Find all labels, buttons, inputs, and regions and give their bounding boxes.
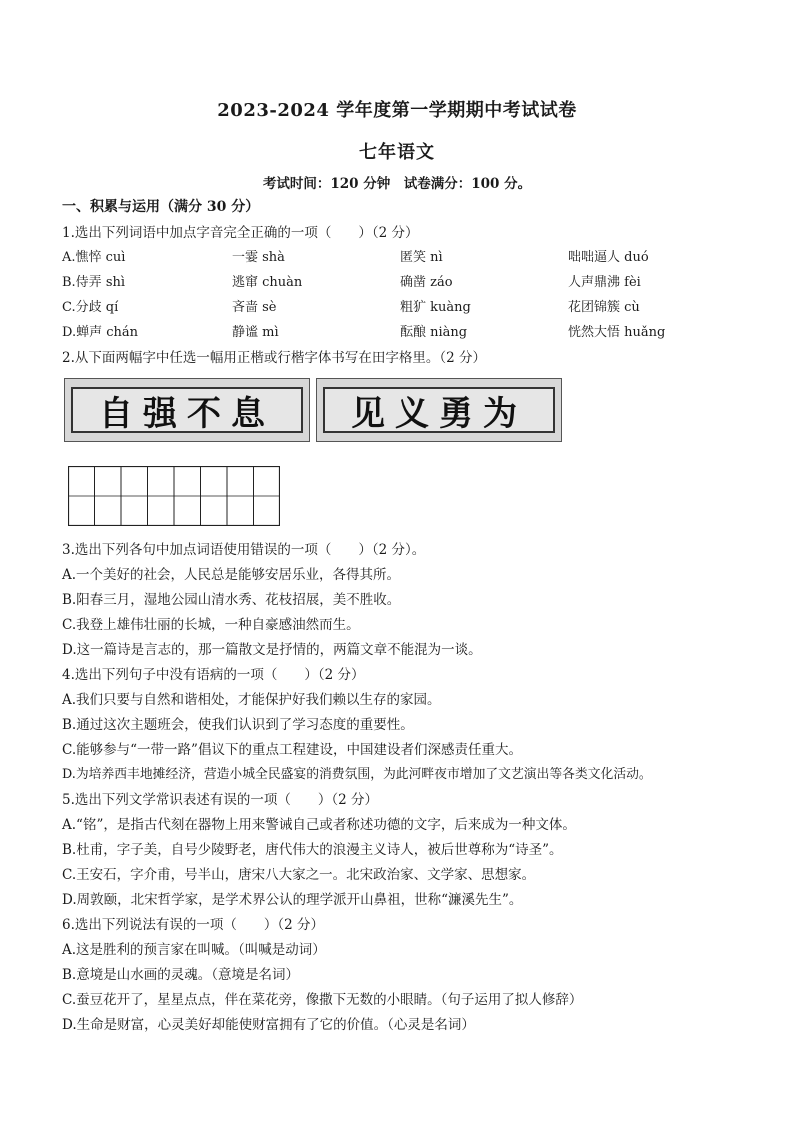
question-1-stem: 1.选出下列词语中加点字音完全正确的一项（ ）（2 分） bbox=[62, 225, 419, 241]
question-3-stem: 3.选出下列各句中加点词语使用错误的一项（ ）（2 分）。 bbox=[62, 542, 426, 558]
calligraphy-image-1 bbox=[64, 378, 310, 442]
q5-option-a: A.“铭”，是指古代刻在器物上用来警诫自己或者称述功德的文字，后来成为一种文体。 bbox=[62, 817, 576, 833]
q5-option-b: B.杜甫，字子美，自号少陵野老，唐代伟大的浪漫主义诗人，被后世尊称为“诗圣”。 bbox=[62, 842, 563, 858]
q3-option-d: D.这一篇诗是言志的，那一篇散文是抒情的，两篇文章不能混为一谈。 bbox=[62, 642, 482, 658]
q5-option-c: C.王安石，字介甫，号半山，唐宋八大家之一。北宋政治家、文学家、思想家。 bbox=[62, 867, 536, 883]
q1-option-a-2: 一霎 shà bbox=[232, 250, 285, 265]
q1-option-d-1: D.蝉声 chán bbox=[62, 325, 139, 340]
q1-option-d-3: 酝酿 niàng bbox=[400, 325, 468, 340]
q1-option-c-2: 吝啬 sè bbox=[232, 300, 277, 315]
exam-title: 2023-2024 学年度第一学期期中考试试卷 bbox=[217, 100, 577, 121]
q4-option-b: B.通过这次主题班会，使我们认识到了学习态度的重要性。 bbox=[62, 717, 414, 733]
q3-option-c: C.我登上雄伟壮丽的长城，一种自豪感油然而生。 bbox=[62, 617, 360, 633]
q1-option-d-4: 恍然大悟 huǎng bbox=[568, 325, 666, 340]
q1-option-c-4: 花团锦簇 cù bbox=[568, 300, 640, 315]
q1-option-b-2: 逃窜 chuàn bbox=[232, 275, 303, 290]
q1-option-b-3: 确凿 záo bbox=[400, 275, 453, 290]
q3-option-a: A.一个美好的社会，人民总是能够安居乐业，各得其所。 bbox=[62, 567, 401, 583]
q1-option-b-4: 人声鼎沸 fèi bbox=[568, 275, 641, 290]
section-heading: 一、积累与运用（满分 30 分） bbox=[62, 199, 260, 215]
q3-option-b: B.阳春三月，湿地公园山清水秀、花枝招展，美不胜收。 bbox=[62, 592, 401, 608]
q1-option-c-1: C.分歧 qí bbox=[62, 300, 119, 315]
question-2-stem: 2.从下面两幅字中任选一幅用正楷或行楷字体书写在田字格里。（2 分） bbox=[62, 350, 487, 366]
q5-option-d: D.周敦颐，北宋哲学家，是学术界公认的理学派开山鼻祖，世称“濂溪先生”。 bbox=[62, 892, 523, 908]
question-4-stem: 4.选出下列句子中没有语病的一项（ ）（2 分） bbox=[62, 667, 365, 683]
q1-option-d-2: 静谧 mì bbox=[232, 325, 279, 340]
q1-option-a-3: 匿笑 nì bbox=[400, 250, 443, 265]
tianzi-writing-grid[interactable] bbox=[68, 466, 280, 526]
q6-option-b: B.意境是山水画的灵魂。（意境是名词） bbox=[62, 967, 299, 983]
question-6-stem: 6.选出下列说法有误的一项（ ）（2 分） bbox=[62, 917, 325, 933]
q1-option-a-1: A.憔悴 cuì bbox=[62, 250, 126, 265]
q4-option-c: C.能够参与“一带一路”倡议下的重点工程建设，中国建设者们深感责任重大。 bbox=[62, 742, 522, 758]
calligraphy-image-2 bbox=[316, 378, 562, 442]
q1-option-b-1: B.侍弄 shì bbox=[62, 275, 126, 290]
q4-option-a: A.我们只要与自然和谐相处，才能保护好我们赖以生存的家园。 bbox=[62, 692, 441, 708]
q1-option-a-4: 咄咄逼人 duó bbox=[568, 250, 649, 265]
q1-option-c-3: 粗犷 kuàng bbox=[400, 300, 471, 315]
exam-info: 考试时间：120 分钟 试卷满分：100 分。 bbox=[262, 176, 532, 192]
q6-option-d: D.生命是财富，心灵美好却能使财富拥有了它的价值。（心灵是名词） bbox=[62, 1017, 475, 1033]
question-5-stem: 5.选出下列文学常识表述有误的一项（ ）（2 分） bbox=[62, 792, 379, 808]
q6-option-a: A.这是胜利的预言家在叫喊。（叫喊是动词） bbox=[62, 942, 326, 958]
q4-option-d: D.为培养西丰地摊经济，营造小城全民盛宴的消费氛围，为此河畔夜市增加了文艺演出等各类文化活动。 bbox=[62, 767, 652, 782]
q6-option-c: C.蚕豆花开了，星星点点，伴在菜花旁，像撒下无数的小眼睛。（句子运用了拟人修辞） bbox=[62, 992, 583, 1008]
calligraphy-text-1: 自强不息 bbox=[99, 393, 275, 434]
calligraphy-text-2: 见义勇为 bbox=[351, 393, 527, 434]
exam-subject: 七年语文 bbox=[359, 142, 435, 163]
